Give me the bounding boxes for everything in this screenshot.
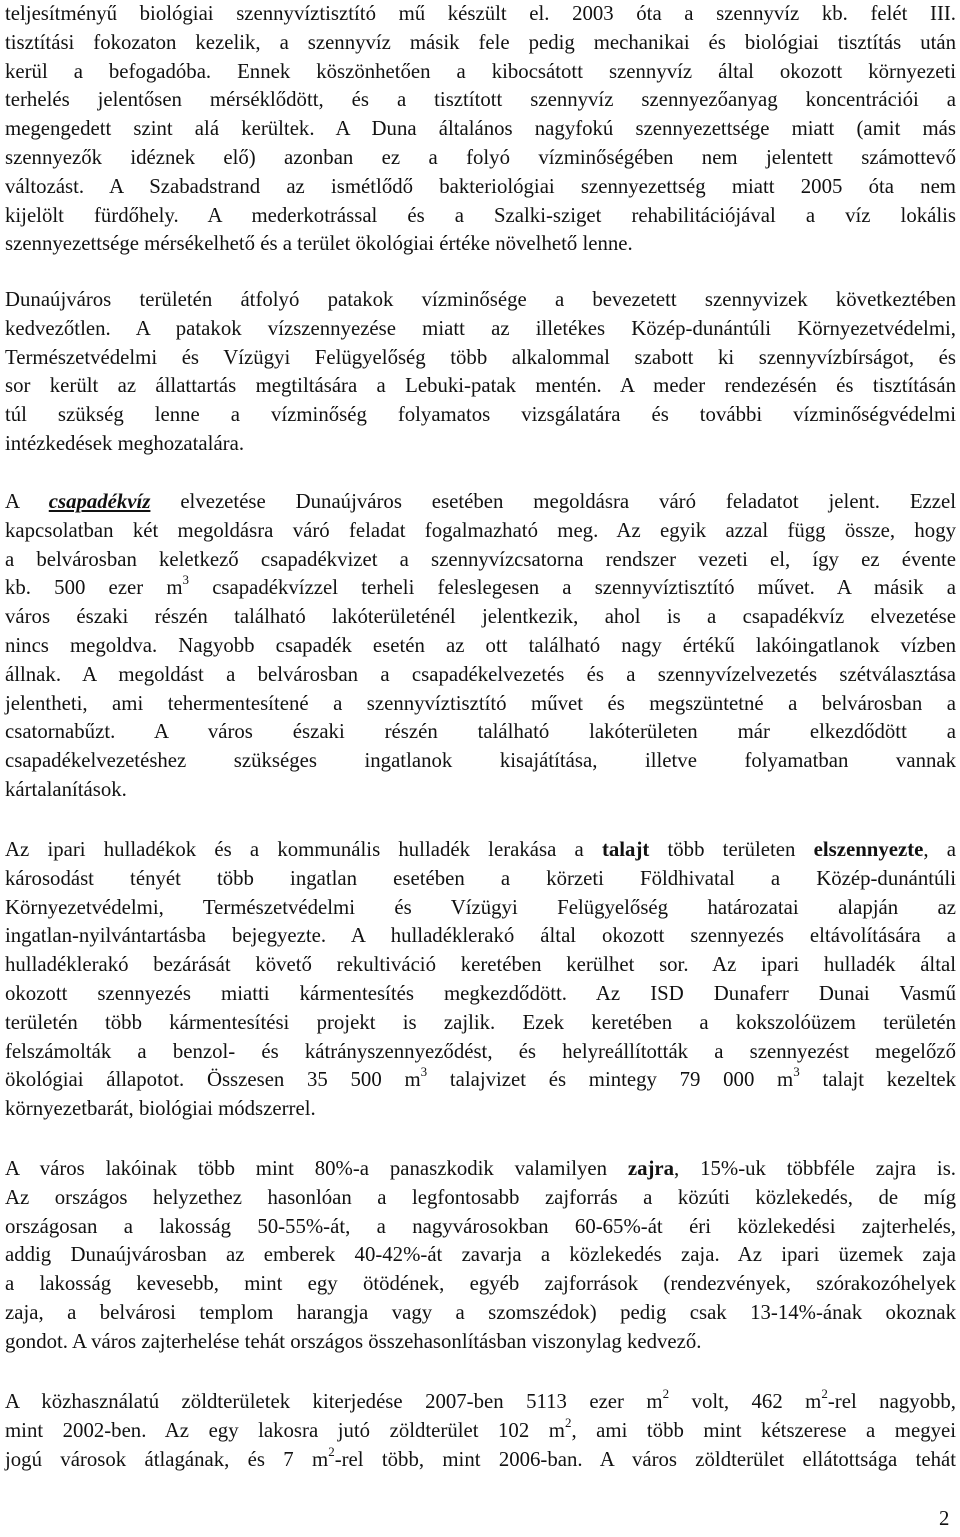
superscript: 3 (793, 1064, 800, 1080)
paragraph-stormwater (5, 488, 956, 805)
text-line: túl szükség lenne a vízminőség folyamatos vizsgálatára és további vízminőségvédelmi (5, 403, 956, 427)
keyword-soil: talajt (601, 838, 650, 861)
paragraph-green-areas (5, 1388, 956, 1474)
text-line: változást. A Szabadstrand az ismétlődő bakteriológiai szennyezettség miatt 2005 óta nem (5, 174, 956, 198)
text-line: szennyezettsége mérsékelhető és a terület ökológiai értéke növelhető lenne. (5, 232, 633, 256)
text-line: terhelés jelentősen mérséklődött, és a tisztított szennyvíz szennyezőanyag koncentrációi a (5, 88, 956, 112)
text-line: addig Dunaújvárosban az emberek 40-42%-át zavarja a közlekedés zaja. Az ipari üzemek zaja (5, 1243, 956, 1267)
text-line: szennyezők idéznek elő) azonban ez a folyó vízminőségében nem jelentett számottevő (5, 145, 956, 169)
text-line: Környezetvédelmi, Természetvédelmi és Vízügyi Felügyelőség határozatai alapján az (5, 895, 956, 919)
superscript: 2 (564, 1414, 572, 1430)
text-line: nincs megoldva. Nagyobb csapadék esetén az ott található nagy értékű lakóingatlanok vízben (5, 633, 956, 657)
text-line: csapadékelvezetéshez szükséges ingatlanok kisajátítása, illetve folyamatban vannak (5, 749, 956, 773)
text-line: sor került az állattartás megtiltására a Lebuki-patak mentén. A meder rendezésén és tisztításán (5, 374, 956, 398)
superscript: 3 (420, 1064, 428, 1080)
text-line: ingatlan-nyilvántartásba bejegyezte. A hulladéklerakó által okozott szennyezés eltávolítására a (5, 924, 956, 948)
text-line: kártalanítások. (5, 777, 127, 801)
text-line: kapcsolatban két megoldásra váró feladat fogalmazható meg. Az egyik azzal függ össze, hogy (5, 518, 956, 542)
text-line: jelentheti, ami tehermentesítené a szennyvíztisztító művet és megszüntetné a belvárosban a (5, 691, 956, 715)
paragraph-wastewater (5, 0, 956, 259)
text-line: környezetbarát, biológiai módszerrel. (5, 1097, 316, 1121)
text-line: Dunaújváros területén átfolyó patakok vízminősége a bevezetett szennyvizek következtében (5, 288, 956, 311)
text-line: tisztítási fokozaton kezelik, a szennyvíz másik fele pedig mechanikai és biológiai tisztítás után (5, 30, 956, 54)
text-line: A város lakóinak több mint 80%-a panaszkodik valamilyen zajra, 15%-uk többféle zajra is. (5, 1157, 956, 1180)
text-line: hulladéklerakó bezárását követő rekultiváció keretében kerülhet sor. Az ipari hulladék által (5, 953, 956, 977)
text-line: kedvezőtlen. A patakok vízszennyezése miatt az illetékes Közép-dunántúli Környezetvédelmi, (5, 316, 956, 340)
superscript: 2 (821, 1386, 828, 1402)
text-line: kijelölt fürdőhely. A mederkotrással és a Szalki-sziget rehabilitációjával a víz lokális (5, 203, 956, 227)
text-line: mint 2002-ben. Az egy lakosra jutó zöldterület 102 $m^2$, ami több mint kétszerese a megyei (5, 1414, 956, 1442)
text-line: megengedett szint alá kerültek. A Duna általános nagyfokú szennyezettsége miatt (amit más (5, 117, 956, 141)
paragraph-streams (5, 286, 956, 459)
text-line: gondot. A város zajterhelése tehát országos összehasonlításban viszonylag kedvező. (5, 1329, 702, 1353)
keyword-stormwater: csapadékvíz (48, 490, 151, 513)
text-line: a lakosság kevesebb, mint egy ötödének, egyéb zajforrások (rendezvények, szórakozóhelyek (5, 1272, 956, 1296)
text-line: kerül a befogadóba. Ennek köszönhetően a kibocsátott szennyvíz által okozott környezeti (5, 59, 956, 83)
text-line: A közhasználatú zöldterületek kiterjedése 2007-ben 5113 ezer $m^2$ volt, 462 $m^2$-rel nagyobb, (5, 1386, 956, 1413)
keyword-polluted: elszennyezte (813, 838, 924, 861)
text-line: kb. 500 ezer $m^3$ csapadékvízzel terheli feleslegesen a szennyvíztisztító művet. A másik a (5, 572, 956, 600)
text-line: károsodást tényét több ingatlan esetében a körzeti Földhivatal a Közép-dunántúli (5, 866, 956, 890)
keyword-noise: zajra (627, 1157, 675, 1180)
text-line: teljesítményű biológiai szennyvíztisztító mű készült el. 2003 óta a szennyvíz kb. felét III. (5, 2, 956, 25)
superscript: 2 (328, 1443, 335, 1459)
text-line: jogú városok átlagának, és 7 $m^2$-rel több, mint 2006-ban. A város zöldterület ellátottsága tehát (5, 1443, 956, 1471)
superscript: 3 (182, 572, 190, 588)
text-line: országosan a lakosság 50-55%-át, a nagyvárosokban 60-65%-át éri közlekedési zajterhelés, (5, 1214, 956, 1238)
text-line: A csapadékvíz elvezetése Dunaújváros esetében megoldásra váró feladatot jelent. Ezzel (5, 490, 956, 513)
text-line: a belvárosban keletkező csapadékvizet a szennyvízcsatorna rendszer vezeti el, így ez évente (5, 547, 956, 571)
text-line: Természetvédelmi és Vízügyi Felügyelőség több alkalommal szabott ki szennyvízbírságot, és (5, 345, 956, 369)
superscript: 2 (662, 1386, 670, 1402)
paragraph-soil (5, 836, 956, 1124)
text-line: területén több kármentesítési projekt is zajlik. Ezek keretében a kokszolóüzem területén (5, 1010, 956, 1034)
paragraph-noise (5, 1155, 956, 1357)
page-number: 2 (939, 1507, 950, 1530)
text-line: város északi részén található lakóterületénél jelentkezik, ahol is a csapadékvíz elvezetése (5, 605, 956, 629)
text-line: Az ipari hulladékok és a kommunális hulladék lerakása a talajt több területen elszennyezte, a (5, 838, 956, 861)
text-line: intézkedések meghozatalára. (5, 431, 245, 455)
text-line: okozott szennyezés miatti kármentesítés megkezdődött. Az ISD Dunaferr Dunai Vasmű (5, 981, 956, 1005)
text-line: Az országos helyzethez hasonlóan a legfontosabb zajforrás a közúti közlekedés, de míg (5, 1185, 956, 1209)
text-line: ökológiai állapotot. Összesen 35 500 $m^3$ talajvizet és mintegy 79 000 $m^3$ talajt kezeltek (5, 1064, 956, 1092)
text-line: zaja, a belvárosi templom harangja vagy a szomszédok) pedig csak 13-14%-ának okoznak (5, 1300, 956, 1324)
text-line: állnak. A megoldást a belvárosban a csapadékelvezetés és a szennyvízelvezetés szétválasztása (5, 662, 956, 686)
text-line: felszámolták a benzol- és kátrányszennyeződést, és helyreállították a szennyezést megelőző (5, 1039, 956, 1063)
text-line: csatornabűzt. A város északi részén található lakóterületen már elkezdődött a (5, 720, 956, 744)
